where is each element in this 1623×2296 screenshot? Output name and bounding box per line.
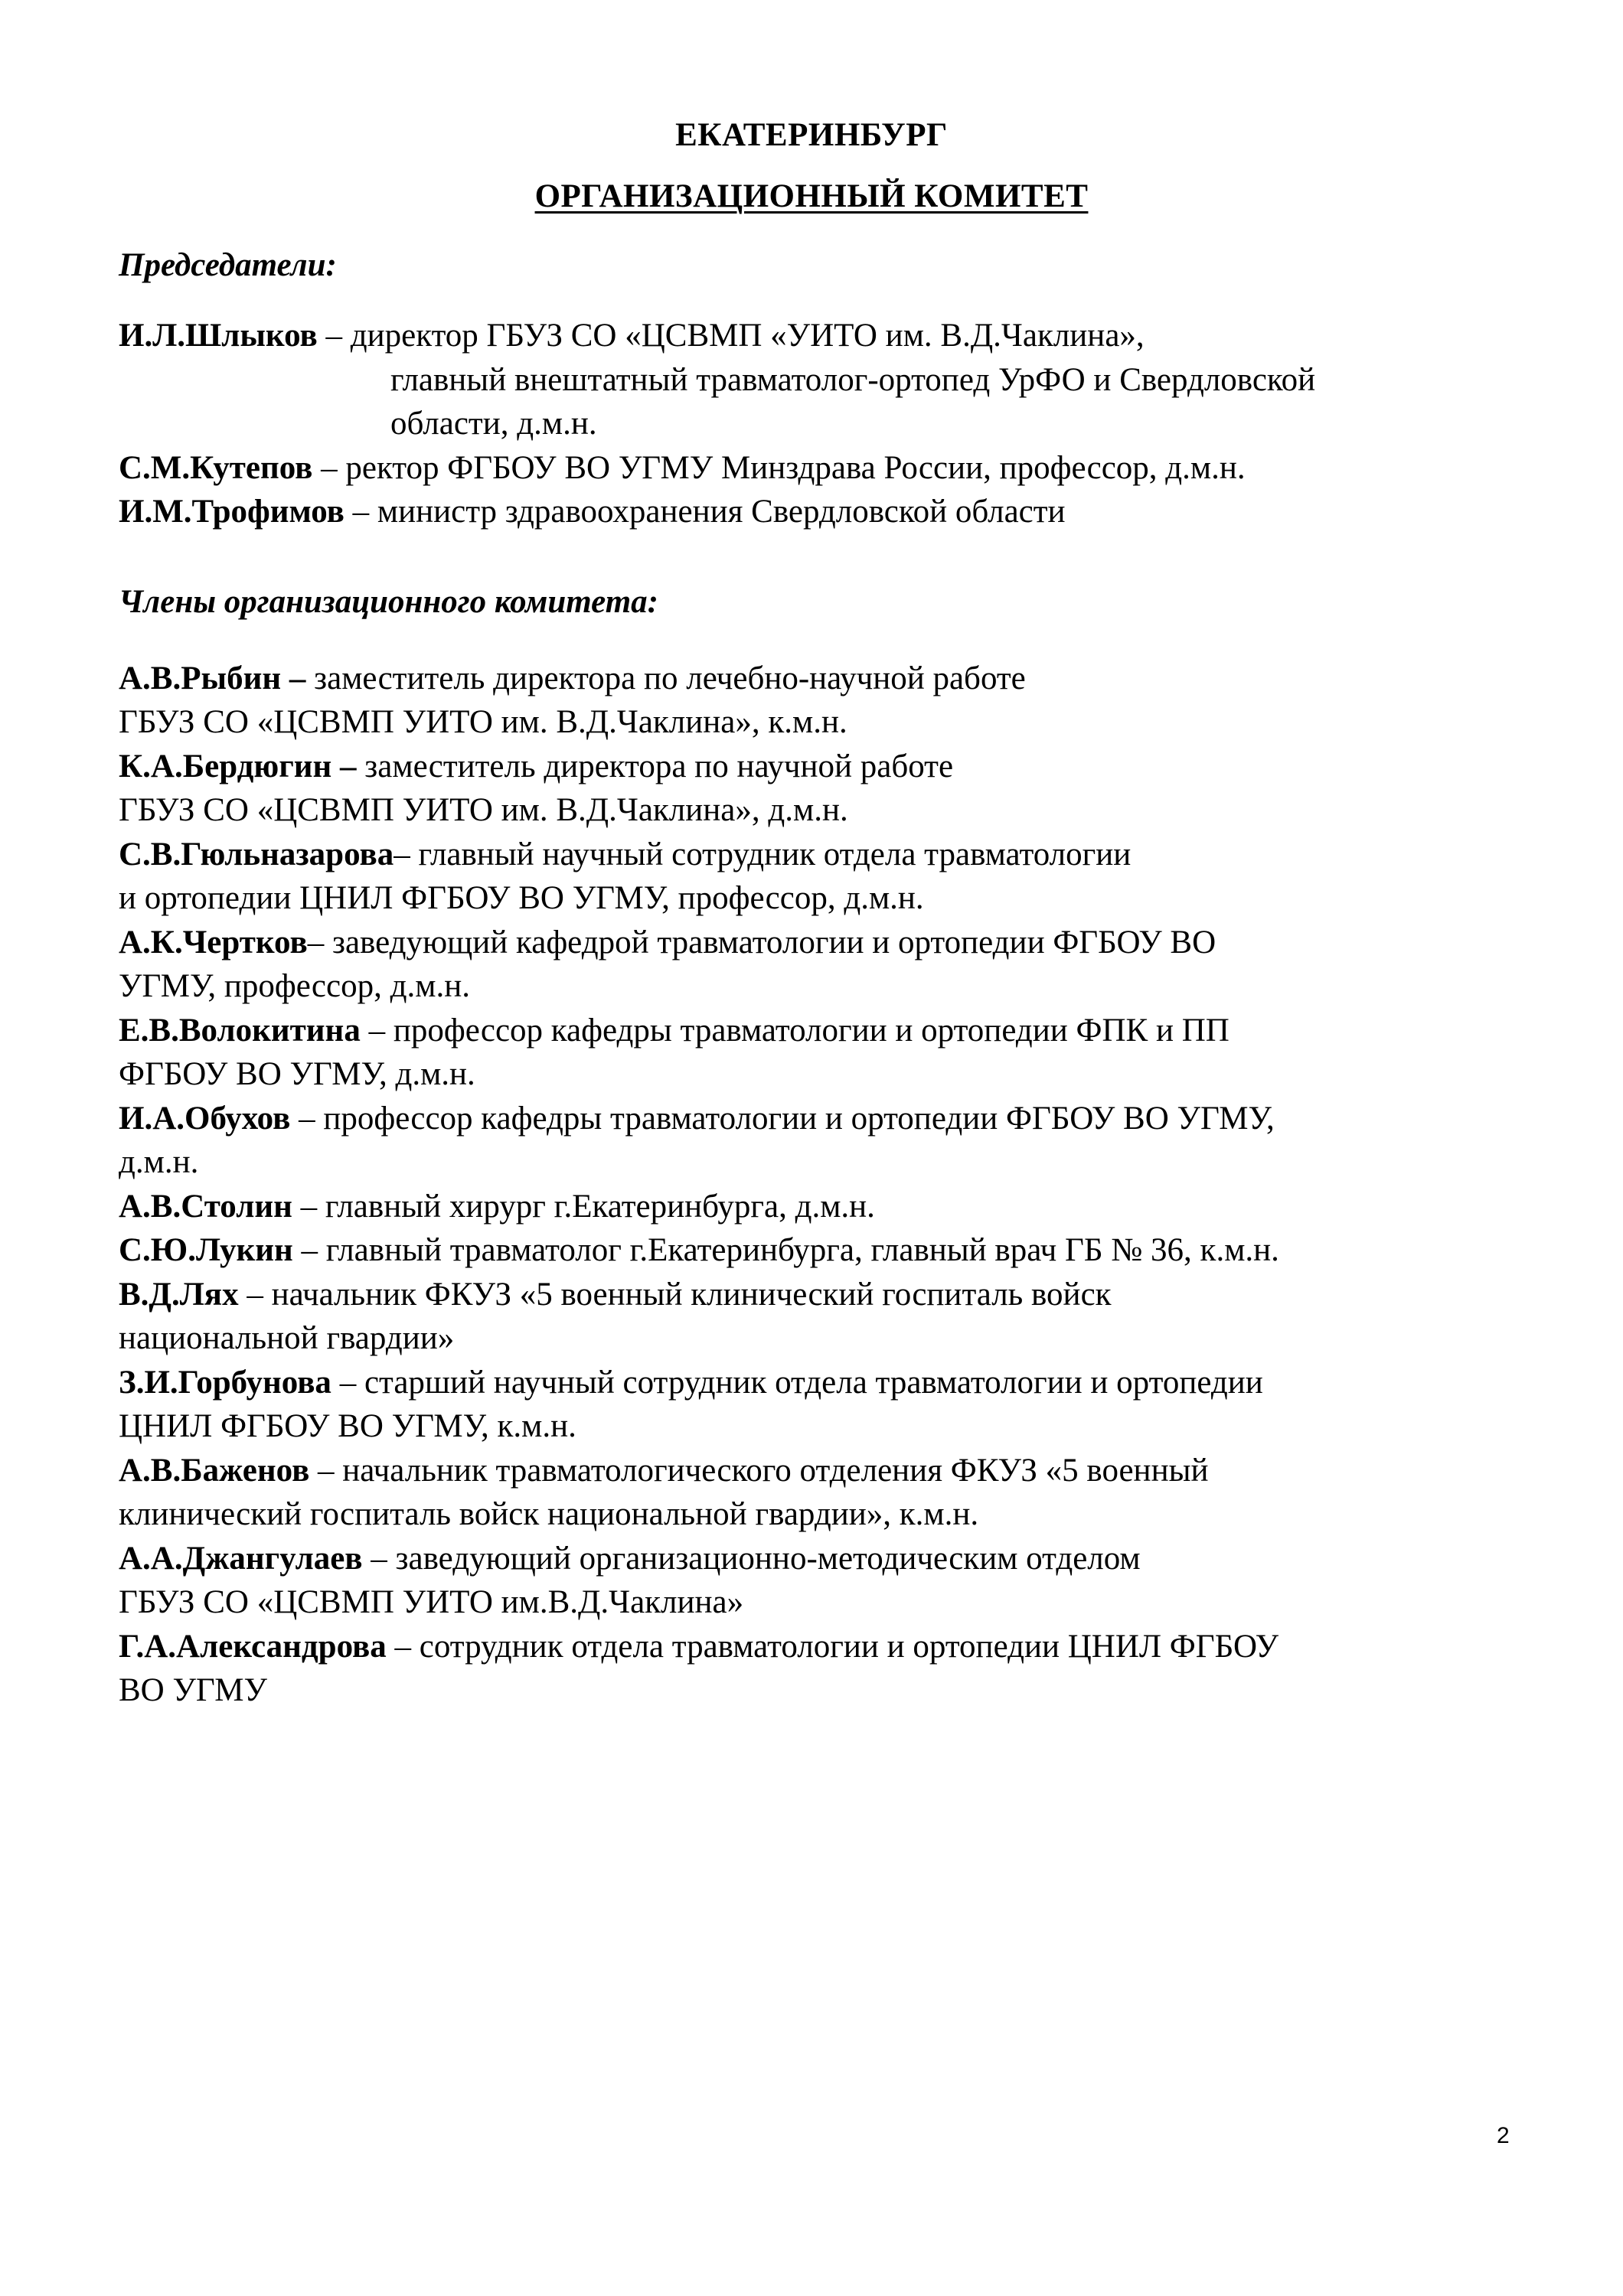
chair-name: С.М.Кутепов [119, 449, 313, 486]
chair-name: И.М.Трофимов [119, 494, 345, 530]
member-description-continuation: ФГБОУ ВО УГМУ, д.м.н. [119, 1056, 475, 1092]
member-description: – профессор кафедры травматологии и ортопедии ФГБОУ ВО УГМУ, [290, 1100, 1275, 1137]
member-entry [119, 657, 1504, 745]
member-name: Е.В.Волокитина [119, 1012, 361, 1049]
member-description-continuation: ЦНИЛ ФГБОУ ВО УГМУ, к.м.н. [119, 1408, 576, 1444]
member-description-continuation: д.м.н. [119, 1144, 199, 1180]
member-name: С.Ю.Лукин [119, 1232, 293, 1268]
member-name: В.Д.Лях [119, 1276, 239, 1313]
member-name: И.А.Обухов [119, 1100, 291, 1137]
member-description: – старший научный сотрудник отдела травматологии и ортопедии [331, 1364, 1263, 1401]
member-description: заместитель директора по научной работе [356, 748, 954, 784]
member-name: А.К.Чертков [119, 924, 308, 960]
document-page [119, 113, 1504, 1713]
member-description: – главный хирург г.Екатеринбурга, д.м.н. [292, 1188, 875, 1225]
member-name: А.В.Баженов [119, 1452, 310, 1489]
member-description: – начальник ФКУЗ «5 военный клинический госпиталь войск [238, 1276, 1112, 1313]
member-name: А.В.Рыбин – [119, 660, 306, 696]
member-entry [119, 1185, 1504, 1229]
member-name: К.А.Бердюгин – [119, 748, 357, 784]
member-description: заместитель директора по лечебно-научной работе [305, 660, 1026, 696]
member-description: – профессор кафедры травматологии и ортопедии ФПК и ПП [360, 1012, 1229, 1049]
member-description-continuation: ГБУЗ СО «ЦСВМП УИТО им. В.Д.Чаклина», к.м.н. [119, 704, 847, 740]
chair-description-continuation [119, 358, 1504, 446]
member-entry [119, 1097, 1504, 1185]
chairs-heading: Председатели: [119, 247, 337, 283]
chair-entry [119, 446, 1504, 491]
member-description-continuation: клинический госпиталь войск национальной гвардии», к.м.н. [119, 1496, 979, 1532]
member-entry [119, 1449, 1504, 1537]
members-list [119, 657, 1504, 1713]
page-number: 2 [1497, 2123, 1510, 2148]
city-heading: ЕКАТЕРИНБУРГ [675, 117, 948, 153]
member-entry [119, 1361, 1504, 1449]
member-description: – заведующий кафедрой травматологии и ортопедии ФГБОУ ВО [307, 924, 1216, 960]
member-name: З.И.Горбунова [119, 1364, 331, 1401]
member-description: – главный травматолог г.Екатеринбурга, главный врач ГБ № 36, к.м.н. [292, 1232, 1279, 1268]
member-description: – главный научный сотрудник отдела травматологии [394, 836, 1132, 872]
member-entry [119, 1228, 1504, 1273]
member-entry [119, 833, 1504, 921]
chair-entry [119, 314, 1504, 446]
chair-description-line: главный внештатный травматолог-ортопед УрФО и Свердловской [390, 361, 1316, 398]
member-description: – сотрудник отдела травматологии и ортопедии ЦНИЛ ФГБОУ [386, 1628, 1279, 1665]
member-entry [119, 921, 1504, 1009]
member-description-continuation: ВО УГМУ [119, 1672, 267, 1708]
member-entry [119, 1273, 1504, 1361]
member-description-continuation: ГБУЗ СО «ЦСВМП УИТО им.В.Д.Чаклина» [119, 1584, 744, 1620]
member-description: – заведующий организационно-методическим отделом [362, 1540, 1141, 1577]
chair-description: – ректор ФГБОУ ВО УГМУ Минздрава России, профессор, д.м.н. [312, 449, 1246, 486]
member-description-continuation: УГМУ, профессор, д.м.н. [119, 968, 470, 1004]
chair-description-line: области, д.м.н. [390, 406, 597, 442]
chair-description: – министр здравоохранения Свердловской области [344, 494, 1066, 530]
member-entry [119, 745, 1504, 833]
member-name: С.В.Гюльназарова [119, 836, 394, 872]
chair-entry [119, 490, 1504, 534]
member-description-continuation: национальной гвардии» [119, 1320, 455, 1356]
member-entry [119, 1625, 1504, 1713]
member-name: А.А.Джангулаев [119, 1540, 363, 1577]
member-name: Г.А.Александрова [119, 1628, 387, 1665]
member-description-continuation: и ортопедии ЦНИЛ ФГБОУ ВО УГМУ, профессор, д.м.н. [119, 880, 924, 916]
member-entry [119, 1537, 1504, 1625]
chair-name: И.Л.Шлыков [119, 318, 318, 354]
member-name: А.В.Столин [119, 1188, 292, 1225]
chairs-list [119, 314, 1504, 534]
member-entry [119, 1009, 1504, 1097]
members-heading: Члены организационного комитета: [119, 583, 658, 620]
member-description-continuation: ГБУЗ СО «ЦСВМП УИТО им. В.Д.Чаклина», д.м.н. [119, 792, 848, 828]
committee-title: ОРГАНИЗАЦИОННЫЙ КОМИТЕТ [534, 178, 1089, 214]
member-description: – начальник травматологического отделения ФКУЗ «5 военный [309, 1452, 1209, 1489]
chair-description: – директор ГБУЗ СО «ЦСВМП «УИТО им. В.Д.Чаклина», [317, 318, 1145, 354]
